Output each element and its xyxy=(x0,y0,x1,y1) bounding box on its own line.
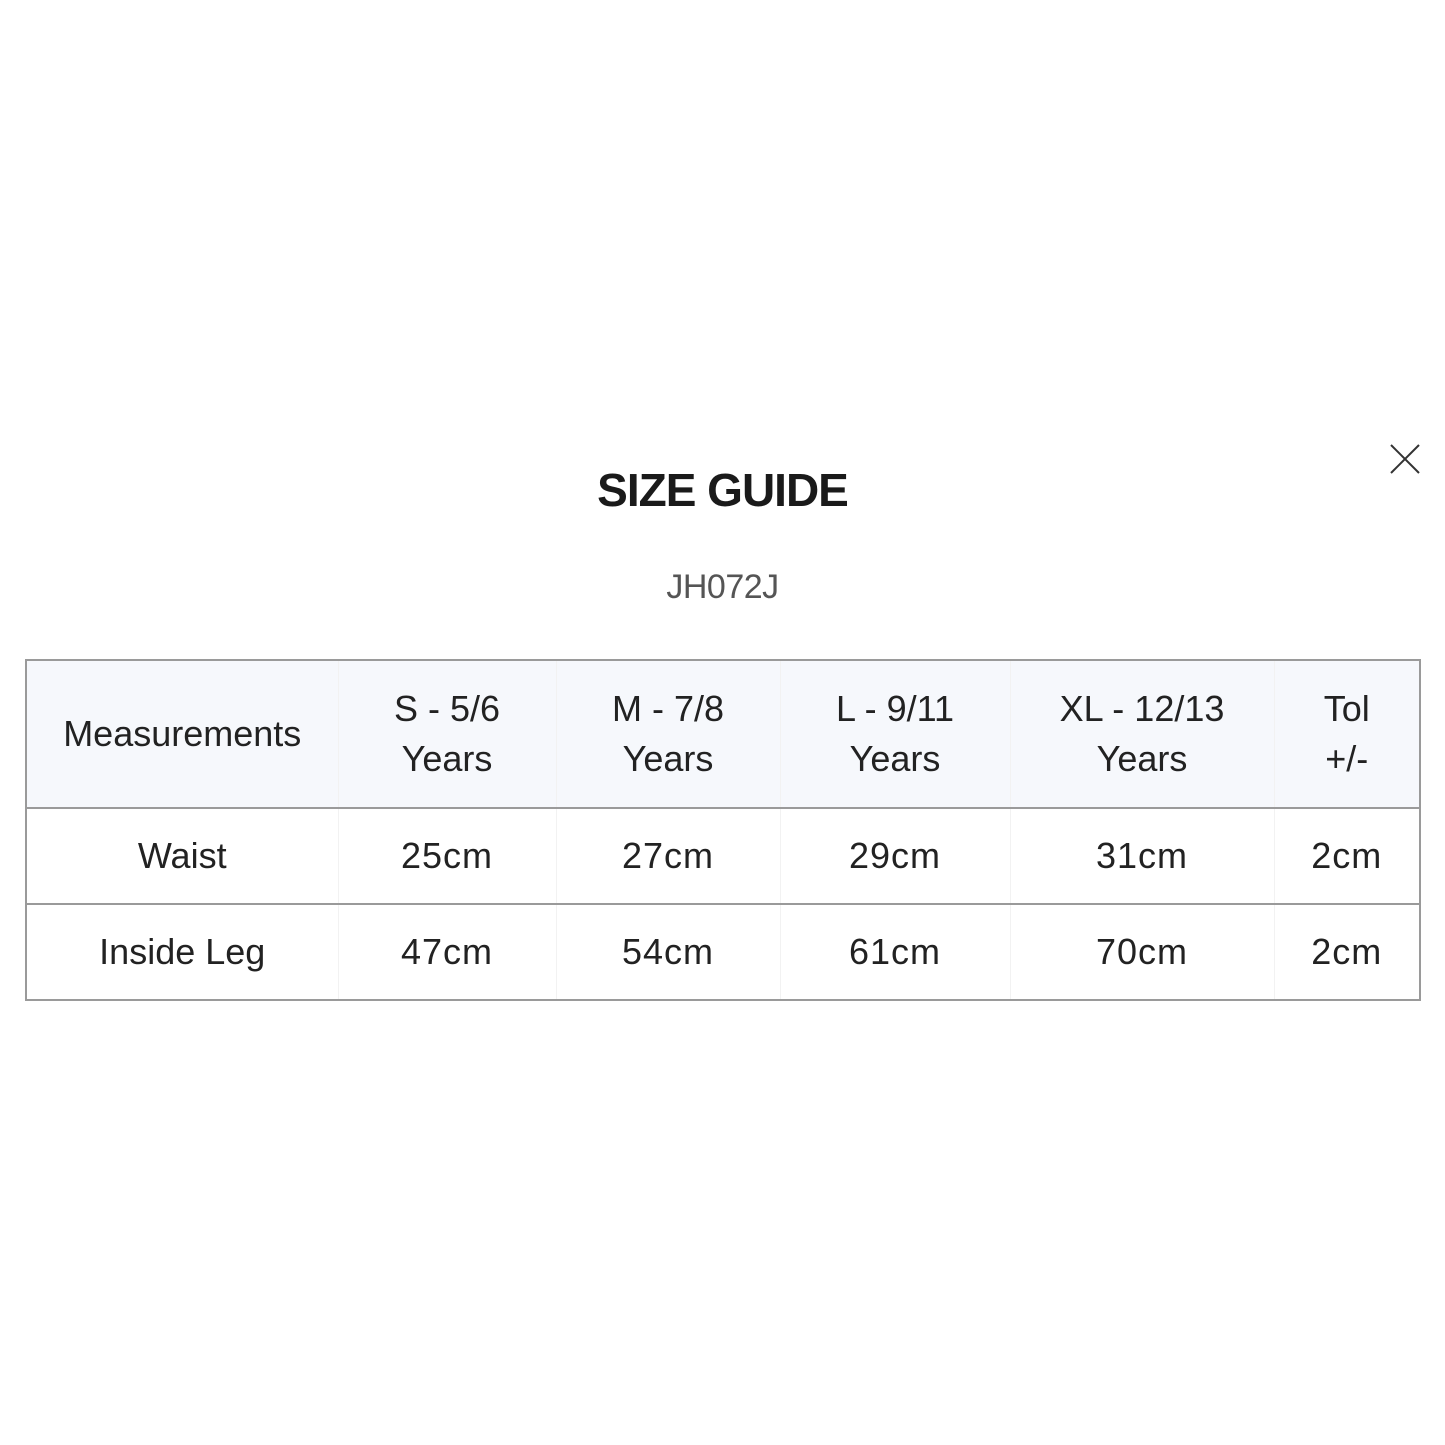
table-header-row xyxy=(26,660,1420,808)
header-label: L - 9/11 xyxy=(835,688,955,729)
header-label: Tol xyxy=(1323,688,1370,729)
header-label: Measurements xyxy=(63,713,302,754)
table-cell: 29cm xyxy=(780,808,1010,904)
header-tolerance xyxy=(1274,660,1420,808)
product-code: JH072J xyxy=(666,568,779,606)
table-cell: 2cm xyxy=(1274,904,1420,1000)
table-row-inside-leg xyxy=(26,904,1420,1000)
header-size-m xyxy=(556,660,780,808)
table-cell: 25cm xyxy=(338,808,556,904)
header-label: M - 7/8 xyxy=(611,688,725,729)
header-size-xl xyxy=(1010,660,1274,808)
row-label: Inside Leg xyxy=(26,904,338,1000)
header-label-sub: Years xyxy=(401,738,493,779)
header-label-sub: Years xyxy=(622,738,714,779)
table-cell: 70cm xyxy=(1010,904,1274,1000)
table-cell: 31cm xyxy=(1010,808,1274,904)
header-label: XL - 12/13 xyxy=(1059,688,1225,729)
table-row-waist xyxy=(26,808,1420,904)
table-cell: 27cm xyxy=(556,808,780,904)
header-label-sub: Years xyxy=(849,738,941,779)
table-cell: 54cm xyxy=(556,904,780,1000)
table-cell: 61cm xyxy=(780,904,1010,1000)
header-measurements xyxy=(26,660,338,808)
row-label: Waist xyxy=(26,808,338,904)
header-size-l xyxy=(780,660,1010,808)
size-table xyxy=(25,659,1421,1001)
header-size-s xyxy=(338,660,556,808)
header-label-sub: +/- xyxy=(1325,738,1369,779)
table-cell: 2cm xyxy=(1274,808,1420,904)
header-label-sub: Years xyxy=(1096,738,1188,779)
header-label: S - 5/6 xyxy=(393,688,501,729)
table-cell: 47cm xyxy=(338,904,556,1000)
modal-title: SIZE GUIDE xyxy=(597,464,848,516)
